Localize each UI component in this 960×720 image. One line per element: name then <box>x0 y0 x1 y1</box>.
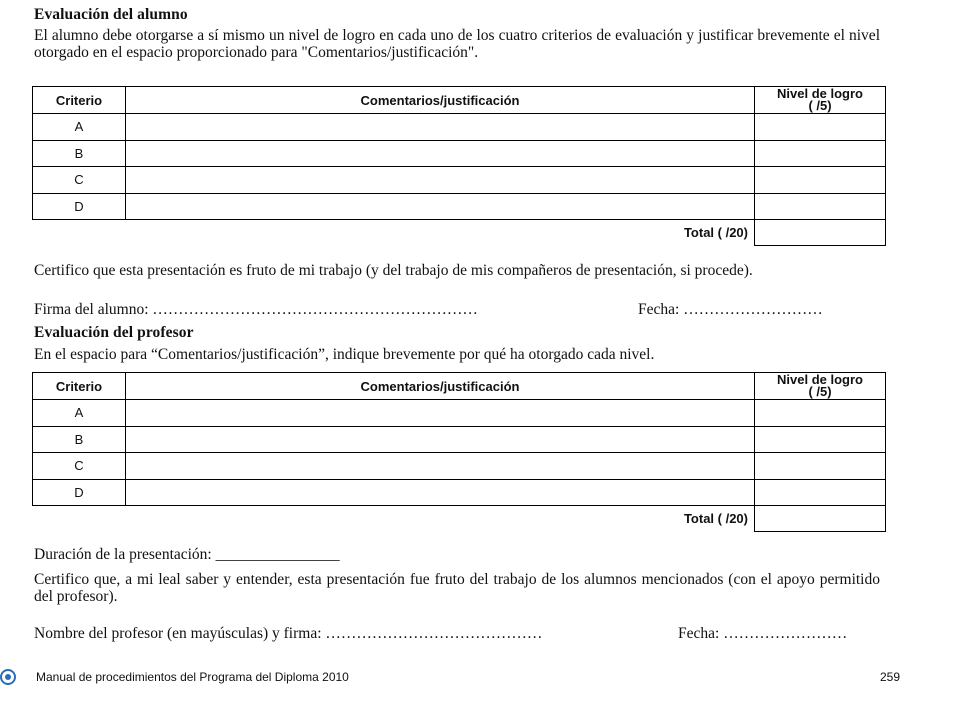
teacher-date-line: Fecha: …………………… <box>678 625 848 642</box>
criterion-letter: C <box>33 167 126 194</box>
ib-logo-icon <box>0 669 16 685</box>
page-number: 259 <box>880 670 901 684</box>
table-row <box>33 400 886 427</box>
criterion-letter: B <box>33 140 126 167</box>
level-cell[interactable] <box>755 479 886 506</box>
level-cell[interactable] <box>755 426 886 453</box>
column-header-nivel <box>755 373 886 400</box>
criterion-letter: D <box>33 479 126 506</box>
comment-cell[interactable] <box>126 167 755 194</box>
comment-cell[interactable] <box>126 400 755 427</box>
criterion-letter: D <box>33 193 126 220</box>
teacher-evaluation-heading: Evaluación del profesor <box>34 324 194 341</box>
nivel-header-line1: Nivel de logro <box>777 372 863 387</box>
comment-cell[interactable] <box>126 193 755 220</box>
column-header-criterio: Criterio <box>33 373 126 400</box>
student-date-line: Fecha: ……………………… <box>638 301 823 318</box>
teacher-instructions: En el espacio para “Comentarios/justificación”, indique brevemente por qué ha otorgado cada nivel. <box>34 346 655 363</box>
total-label: Total ( /20) <box>126 506 755 532</box>
table-row <box>33 193 886 220</box>
teacher-evaluation-table <box>32 372 886 532</box>
column-header-comentarios: Comentarios/justificación <box>126 373 755 400</box>
level-cell[interactable] <box>755 167 886 194</box>
student-certification: Certifico que esta presentación es fruto de mi trabajo (y del trabajo de mis compañeros de presentación, si procede). <box>34 262 753 279</box>
column-header-comentarios: Comentarios/justificación <box>126 87 755 114</box>
comment-cell[interactable] <box>126 114 755 141</box>
blank-cell <box>33 506 126 532</box>
footer-title: Manual de procedimientos del Programa del Diploma 2010 <box>36 670 349 684</box>
teacher-name-signature-line: Nombre del profesor (en mayúsculas) y firma: …………………………………… <box>34 625 543 642</box>
criterion-letter: A <box>33 400 126 427</box>
table-row <box>33 140 886 167</box>
level-cell[interactable] <box>755 453 886 480</box>
level-cell[interactable] <box>755 193 886 220</box>
nivel-header-line2: ( /5) <box>808 98 832 113</box>
total-cell[interactable] <box>755 506 886 532</box>
total-cell[interactable] <box>755 220 886 246</box>
table-row <box>33 426 886 453</box>
comment-cell[interactable] <box>126 140 755 167</box>
criterion-letter: C <box>33 453 126 480</box>
table-row <box>33 479 886 506</box>
column-header-nivel <box>755 87 886 114</box>
table-row <box>33 167 886 194</box>
student-instructions: El alumno debe otorgarse a sí mismo un nivel de logro en cada uno de los cuatro criterios de evaluación y justificar brevemente el nivel otorgado en el espacio proporcionado para "Comentarios/justificación". <box>34 27 880 61</box>
level-cell[interactable] <box>755 140 886 167</box>
blank-cell <box>33 220 126 246</box>
table-row <box>33 114 886 141</box>
level-cell[interactable] <box>755 114 886 141</box>
total-label: Total ( /20) <box>126 220 755 246</box>
student-evaluation-heading: Evaluación del alumno <box>34 6 188 23</box>
nivel-header-line2: ( /5) <box>808 384 832 399</box>
criterion-letter: B <box>33 426 126 453</box>
level-cell[interactable] <box>755 400 886 427</box>
nivel-header-line1: Nivel de logro <box>777 86 863 101</box>
comment-cell[interactable] <box>126 426 755 453</box>
comment-cell[interactable] <box>126 479 755 506</box>
criterion-letter: A <box>33 114 126 141</box>
column-header-criterio: Criterio <box>33 87 126 114</box>
student-evaluation-table <box>32 86 886 246</box>
teacher-certification: Certifico que, a mi leal saber y entender, esta presentación fue fruto del trabajo de los alumnos mencionados (con el apoyo permitido del profesor). <box>34 571 880 605</box>
student-signature-line: Firma del alumno: ……………………………………………………… <box>34 301 478 318</box>
table-row <box>33 453 886 480</box>
duration-line: Duración de la presentación: ________________ <box>34 546 340 563</box>
comment-cell[interactable] <box>126 453 755 480</box>
